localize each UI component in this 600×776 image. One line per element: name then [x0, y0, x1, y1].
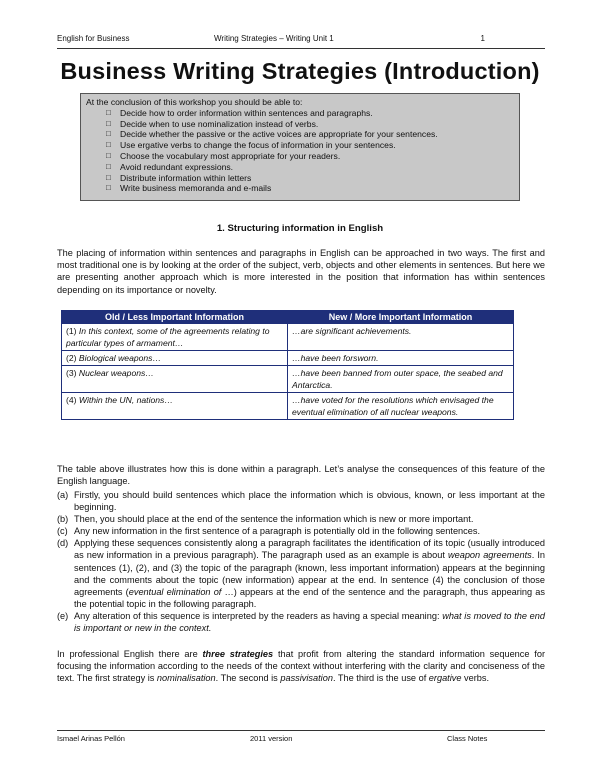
item-text: Firstly, you should build sentences which place the information which is obvious, known, or less important at the beginning.: [74, 490, 545, 513]
column-header-old: Old / Less Important Information: [62, 311, 288, 324]
item-label: (e): [57, 610, 69, 621]
objective-item: □ Avoid redundant expressions.: [106, 162, 514, 173]
item-label: (d): [57, 538, 69, 549]
table-row: [62, 351, 514, 366]
footer-class-notes: Class Notes: [447, 734, 488, 743]
column-header-new: New / More Important Information: [288, 311, 514, 324]
emphasis-text: ergative: [428, 673, 462, 684]
table-header-row: [62, 311, 514, 324]
new-info-cell: [288, 351, 514, 366]
new-info-cell: [288, 324, 514, 351]
closing-text: that profit from altering the standard information sequence for focusing the information according to the needs of the context without interfering with the clarity and conciseness of the text. The first strategy is: [57, 649, 546, 684]
objective-item: □ Write business memoranda and e-mails: [106, 183, 514, 194]
emphasis-text: eventual elimination of: [128, 586, 222, 597]
table-row: [62, 393, 514, 420]
objective-item: □ Use ergative verbs to change the focus of information in your sentences.: [106, 140, 514, 151]
closing-text: . The second is: [215, 673, 281, 684]
old-info-cell: [62, 324, 288, 351]
page-title: Business Writing Strategies (Introduction): [60, 58, 540, 84]
closing-text: verbs.: [461, 673, 490, 684]
list-item: [57, 489, 545, 513]
objectives-intro: At the conclusion of this workshop you should be able to:: [86, 97, 303, 107]
emphasis-text: what is moved to the end is important or new in the context.: [74, 610, 545, 634]
closing-text: . The third is the use of: [332, 673, 429, 684]
item-text: Any new information in the first sentence of a paragraph is potentially old in the following sentences.: [74, 526, 481, 537]
header-page-number: 1: [480, 34, 485, 43]
closing-paragraph: [57, 648, 545, 685]
row-number: (4): [66, 395, 77, 405]
item-text: Then, you should place at the end of the sentence the information which is new or more important.: [74, 514, 474, 525]
list-item: [57, 525, 545, 537]
old-info-cell: [62, 393, 288, 420]
header-unit: Writing Strategies – Writing Unit 1: [214, 34, 334, 43]
objective-item: □ Choose the vocabulary most appropriate for your readers.: [106, 151, 514, 162]
item-label: (a): [57, 490, 69, 500]
row-number: (1): [66, 326, 77, 336]
list-item: [57, 513, 545, 525]
old-info-text: Biological weapons…: [78, 353, 162, 363]
row-number: (3): [66, 368, 77, 378]
item-label: (b): [57, 514, 69, 525]
table-row: [62, 324, 514, 351]
objective-item: □ Decide how to order information within sentences and paragraphs.: [106, 108, 514, 119]
footer-author: Ismael Arinas Pellón: [57, 734, 125, 743]
objectives-box: [80, 93, 520, 201]
page-footer: [57, 730, 545, 743]
item-label: (c): [57, 526, 68, 537]
new-info-text: …have been forsworn.: [292, 353, 379, 363]
new-info-text: …have been banned from outer space, the seabed and Antarctica.: [292, 368, 503, 390]
consequences-list: [57, 489, 545, 634]
old-info-cell: [62, 351, 288, 366]
list-item: [57, 537, 545, 610]
new-info-text: …are significant achievements.: [292, 326, 412, 336]
emphasis-text: weapon agreements: [447, 550, 532, 561]
table-comment: The table above illustrates how this is done within a paragraph. Let’s analyse the consequences of this feature of the English language.: [57, 464, 545, 487]
new-info-cell: [288, 366, 514, 393]
strategies-emphasis: three strategies: [202, 649, 274, 659]
list-item: [57, 610, 545, 634]
item-text: …) appears at the end of the sentence and the paragraph, thus appearing as the potential topic in the following paragraph.: [74, 586, 545, 609]
emphasis-text: passivisation: [280, 673, 333, 684]
old-info-text: Within the UN, nations…: [78, 395, 173, 405]
table-row: [62, 366, 514, 393]
intro-paragraph: The placing of information within sentences and paragraphs in English can be approached in two ways. The first and most traditional one is by looking at the order of the subject, verb, objects and other elements in sentences. But here we are presenting another approach which is more interested in the position that information has within sentences depending on its importance or novelty.: [57, 248, 545, 295]
header-course: English for Business: [57, 34, 130, 43]
old-info-cell: [62, 366, 288, 393]
item-text: . In sentences (1), (2), and (3) the topic of the paragraph (known, less important information) appears at the beginning and the comments about the topic (new information) appear at the end. In sentence (4) the conclusion of those agreements (: [74, 550, 545, 597]
closing-text: In professional English there are: [57, 649, 203, 659]
old-info-text: Nuclear weapons…: [78, 368, 154, 378]
section-heading: 1. Structuring information in English: [216, 223, 384, 234]
row-number: (2): [66, 353, 77, 363]
objective-item: □ Distribute information within letters: [106, 173, 514, 184]
new-info-cell: [288, 393, 514, 420]
objective-item: □ Decide whether the passive or the active voices are appropriate for your sentences.: [106, 129, 514, 140]
footer-version: 2011 version: [250, 734, 293, 743]
emphasis-text: nominalisation: [156, 673, 216, 684]
item-text: Any alteration of this sequence is interpreted by the readers as having a special meaning:: [74, 610, 443, 621]
page-header: [57, 34, 545, 49]
item-text: Applying these sequences consistently along a paragraph facilitates the identification of its topic (usually introduced as new information in a previous paragraph). The paragraph used as an example is about: [74, 538, 545, 561]
objective-item: □ Decide when to use nominalization instead of verbs.: [106, 119, 514, 130]
objectives-list: [86, 108, 514, 194]
new-info-text: …have voted for the resolutions which envisaged the eventual elimination of all nuclear weapons.: [292, 395, 494, 417]
old-info-text: In this context, some of the agreements relating to particular types of armament…: [66, 326, 270, 348]
information-order-table: [61, 310, 514, 420]
